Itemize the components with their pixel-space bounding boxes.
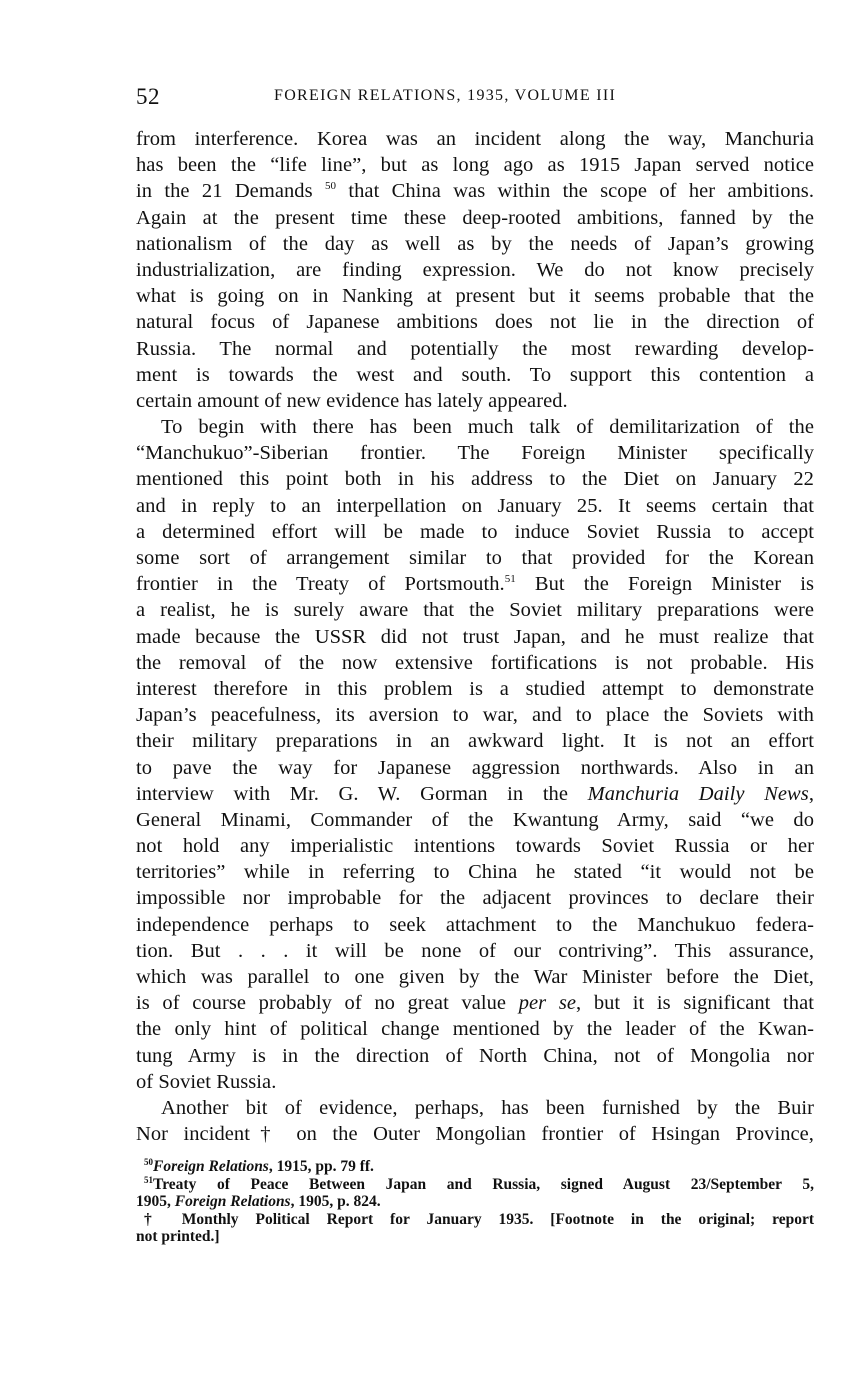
line-text: Russia. The normal and potentially the most rewarding develop- xyxy=(136,337,814,360)
line-text: frontier in the Treaty of Portsmouth. xyxy=(136,573,505,596)
line-text: on the Outer Mongolian frontier of Hsingan Province, xyxy=(280,1123,814,1146)
text-line xyxy=(136,545,814,571)
running-head: FOREIGN RELATIONS, 1935, VOLUME III xyxy=(274,87,617,104)
footnote-text: , 1905, p. 824. xyxy=(290,1193,381,1210)
line-text: Nor incident xyxy=(136,1123,250,1146)
footnote-line xyxy=(136,1158,814,1176)
line-text: Again at the present time these deep-rooted ambitions, fanned by the xyxy=(136,206,814,229)
text-line xyxy=(136,964,814,990)
footnote-ref: 50 xyxy=(324,180,337,193)
page-number: 52 xyxy=(136,84,160,109)
text-line xyxy=(136,231,814,257)
line-text: tung Army is in the direction of North China, not of Mongolia nor xyxy=(136,1044,814,1067)
text-line xyxy=(136,676,814,702)
text-line xyxy=(136,807,814,833)
italic-text: Foreign Relations xyxy=(153,1158,269,1175)
footnotes xyxy=(136,1158,814,1246)
line-text: interview with Mr. G. W. Gorman in the xyxy=(136,782,588,805)
line-text: in the 21 Demands xyxy=(136,180,325,203)
line-text: territories” while in referring to China he stated “it would not be xyxy=(136,861,814,884)
footnote-line xyxy=(136,1211,814,1229)
footnote-text: 1905, xyxy=(136,1193,175,1210)
line-text: impossible nor improbable for the adjacent provinces to declare their xyxy=(136,887,814,910)
text-line xyxy=(136,1069,814,1095)
footnote-ref: 51 xyxy=(504,573,516,586)
line-text: which was parallel to one given by the War Minister before the Diet, xyxy=(136,966,814,988)
footnote-line xyxy=(136,1228,814,1246)
line-text: nationalism of the day as well as by the needs of Japan’s growing xyxy=(136,232,814,255)
text-line xyxy=(136,833,814,859)
line-text: But the Foreign Minister is xyxy=(515,573,814,596)
line-text: has been the “life line”, but as long ago as 1915 Japan served notice xyxy=(136,154,814,177)
line-text: not hold any imperialistic intentions towards Soviet Russia or her xyxy=(136,835,814,858)
italic-text: Foreign Relations xyxy=(174,1193,291,1210)
text-line xyxy=(136,414,814,440)
line-text: tion. But . . . it will be none of our contriving”. This assurance, xyxy=(136,939,814,962)
text-line xyxy=(136,152,814,178)
line-text: and in reply to an interpellation on January 25. It seems certain that xyxy=(136,494,814,517)
footnote-line xyxy=(136,1176,814,1194)
text-line xyxy=(136,1121,814,1147)
text-line xyxy=(136,493,814,519)
footnote-text: not printed.] xyxy=(136,1228,220,1245)
line-text: interest therefore in this problem is a studied attempt to demonstrate xyxy=(136,677,814,700)
footnote-text: Treaty of Peace Between Japan and Russia, signed August 23/September 5, xyxy=(153,1175,814,1193)
line-text: , but it is significant that xyxy=(576,992,814,1015)
text-line xyxy=(136,859,814,885)
text-line xyxy=(136,257,814,283)
footnote-text: , 1915, pp. 79 ff. xyxy=(268,1158,374,1175)
italic-text: Manchuria Daily News xyxy=(587,782,809,805)
line-text: the removal of the now extensive fortifications is not probable. His xyxy=(136,651,814,674)
line-text: a determined effort will be made to induce Soviet Russia to accept xyxy=(136,520,814,543)
footnote-line xyxy=(136,1193,814,1211)
text-line xyxy=(136,1016,814,1042)
line-text: natural focus of Japanese ambitions does not lie in the direction of xyxy=(136,311,814,334)
line-text: General Minami, Commander of the Kwantung Army, said “we do xyxy=(136,808,814,831)
text-line xyxy=(136,624,814,650)
text-line xyxy=(136,1043,814,1069)
line-text: from interference. Korea was an incident along the way, Manchuria xyxy=(136,128,814,150)
text-line xyxy=(136,781,814,807)
text-line xyxy=(136,571,814,597)
body-text xyxy=(136,126,814,1147)
text-line xyxy=(136,178,814,204)
line-text: what is going on in Nanking at present but it seems probable that the xyxy=(136,285,814,308)
line-text: ment is towards the west and south. To support this contention a xyxy=(136,363,814,386)
line-text: , xyxy=(808,782,814,805)
line-text: mentioned this point both in his address to the Diet on January 22 xyxy=(136,468,814,491)
text-line xyxy=(136,466,814,492)
footnote-mark: 50 xyxy=(144,1157,153,1167)
text-line xyxy=(136,519,814,545)
text-line xyxy=(136,650,814,676)
line-text: to pave the way for Japanese aggression northwards. Also in an xyxy=(136,756,814,779)
line-text: certain amount of new evidence has lately appeared. xyxy=(136,389,568,412)
line-text: a realist, he is surely aware that the Soviet military preparations were xyxy=(136,599,814,622)
line-text: their military preparations in an awkward light. It is not an effort xyxy=(136,730,814,753)
page-header xyxy=(136,84,814,114)
italic-text: per se xyxy=(518,992,577,1015)
line-text: of Soviet Russia. xyxy=(136,1070,277,1093)
footnote-ref: † xyxy=(249,1123,281,1146)
text-line xyxy=(136,702,814,728)
line-text: industrialization, are finding expression. We do not know precisely xyxy=(136,258,814,281)
text-line xyxy=(136,126,814,152)
line-text: that China was within the scope of her ambitions. xyxy=(336,180,814,203)
text-line xyxy=(136,912,814,938)
text-line xyxy=(136,728,814,754)
text-line xyxy=(136,205,814,231)
line-text: made because the USSR did not trust Japan, and he must realize that xyxy=(136,625,814,648)
text-line xyxy=(136,336,814,362)
line-text: Another bit of evidence, perhaps, has been furnished by the Buir xyxy=(161,1096,814,1119)
text-line xyxy=(136,597,814,623)
footnote-mark: † xyxy=(144,1210,165,1228)
line-text: “Manchukuo”-Siberian frontier. The Foreign Minister specifically xyxy=(136,442,814,465)
line-text: To begin with there has been much talk of demilitarization of the xyxy=(161,416,814,439)
line-text: some sort of arrangement similar to that provided for the Korean xyxy=(136,547,814,569)
footnote-text: Monthly Political Report for January 1935. [Footnote in the original; report xyxy=(164,1210,815,1228)
line-text: Japan’s peacefulness, its aversion to war, and to place the Soviets with xyxy=(136,704,814,727)
footnote-mark: 51 xyxy=(144,1174,153,1185)
text-line xyxy=(136,309,814,335)
text-line xyxy=(136,990,814,1016)
line-text: independence perhaps to seek attachment to the Manchukuo federa- xyxy=(136,913,814,936)
line-text: the only hint of political change mentioned by the leader of the Kwan- xyxy=(136,1018,814,1041)
line-text: is of course probably of no great value xyxy=(136,992,519,1015)
text-line xyxy=(136,1095,814,1121)
text-line xyxy=(136,938,814,964)
text-line xyxy=(136,885,814,911)
text-line xyxy=(136,440,814,466)
text-line xyxy=(136,388,814,414)
text-line xyxy=(136,283,814,309)
text-line xyxy=(136,755,814,781)
text-line xyxy=(136,362,814,388)
